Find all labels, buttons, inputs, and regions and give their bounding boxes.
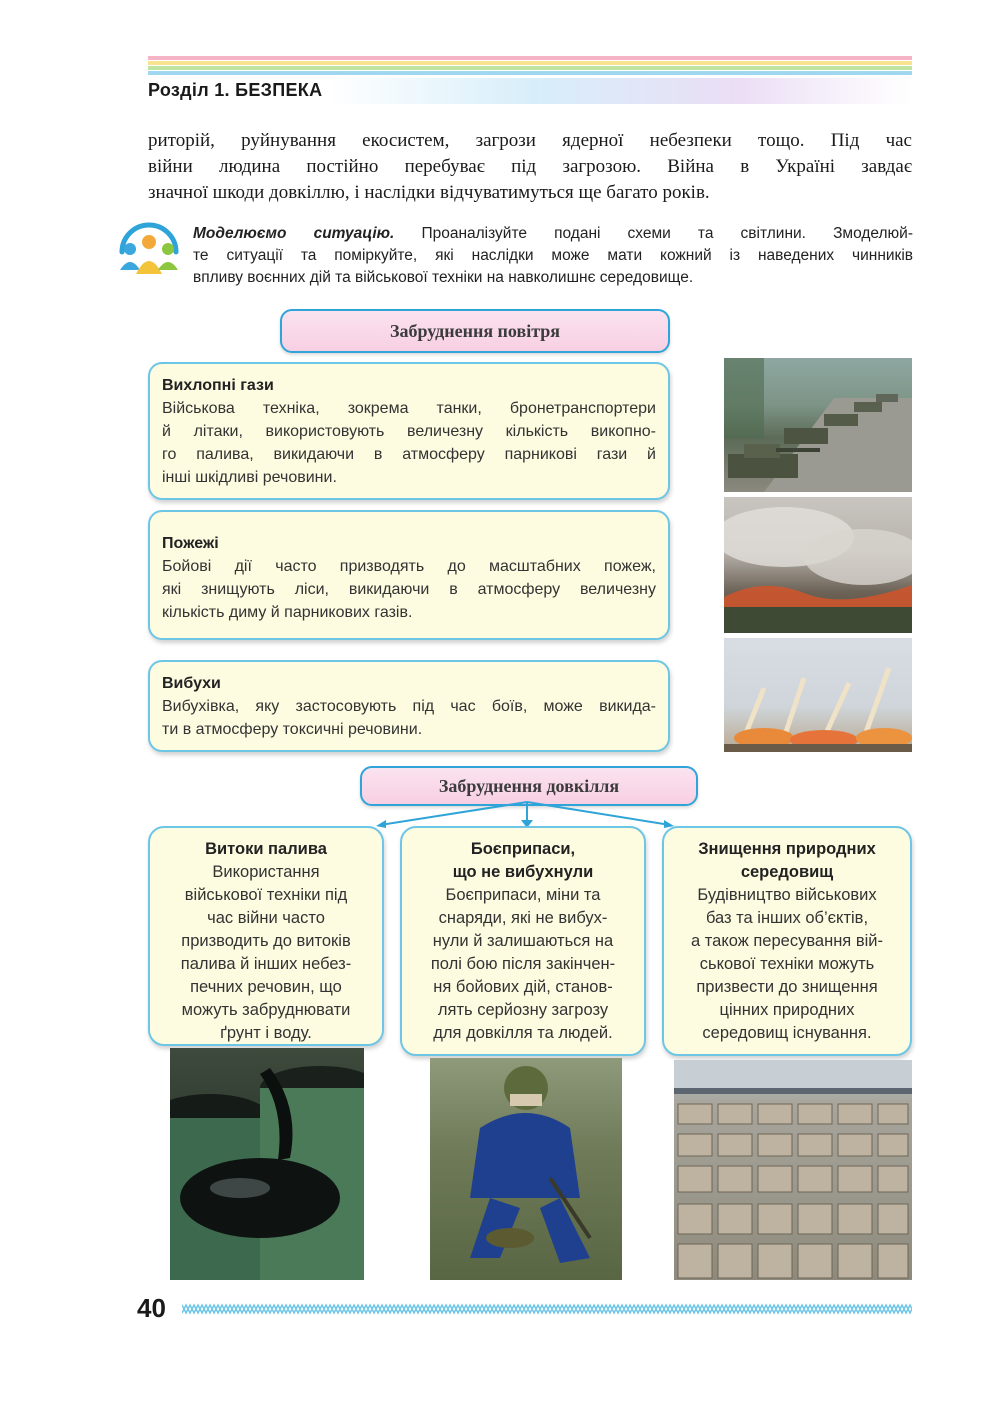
task-text: впливу воєнних дій та військової техніки на навколишнє середовище.: [193, 269, 694, 286]
header-stripe-blue: [148, 71, 912, 75]
box-text: Військова техніка, зокрема танки, бронетранспортери: [162, 400, 656, 417]
military-vehicles-photo: [674, 1060, 912, 1280]
box-title: що не вибухнули: [452, 863, 594, 881]
box-title: Вихлопні гази: [162, 377, 274, 394]
box-text: призводить до витоків: [181, 932, 351, 950]
box-text: печних речовин, що: [190, 978, 342, 996]
task-text: те ситуації та поміркуйте, які наслідки може мати кожний із наведених чинників: [193, 247, 913, 264]
box-text: баз та інших об’єктів,: [705, 909, 869, 927]
habitat-destruction-box: [662, 826, 912, 1056]
box-text: ськової техніки можуть: [699, 955, 875, 973]
box-title: Витоки палива: [205, 840, 327, 858]
intro-line: значної шкоди довкіллю, і наслідки відчуватимуться ще багато років.: [148, 182, 710, 203]
box-title: Вибухи: [162, 675, 221, 692]
header-gradient-band: [330, 78, 912, 104]
box-text: середовищ існування.: [702, 1024, 872, 1042]
environment-pollution-heading-text: Забруднення довкілля: [438, 776, 620, 796]
page-number: 40: [137, 1293, 166, 1323]
unexploded-ordnance-box: [400, 826, 646, 1056]
task-instruction: [193, 223, 913, 289]
section-title: Розділ 1. БЕЗПЕКА: [148, 80, 323, 100]
box-text: ня бойових дій, станов-: [433, 978, 613, 996]
exhaust-gases-box: [148, 362, 670, 500]
box-text: ти в атмосферу токсичні речовини.: [162, 721, 423, 738]
rocket-launch-photo: [724, 638, 912, 752]
box-title: Пожежі: [162, 535, 219, 552]
box-text: цінних природних: [719, 1001, 855, 1019]
box-text: для довкілля та людей.: [433, 1024, 613, 1042]
box-title: середовищ: [740, 863, 834, 881]
forest-fire-illustration: [724, 497, 912, 633]
box-title: Боєприпаси,: [470, 840, 576, 858]
box-text: го палива, викидаючи в атмосферу парникові гази й: [162, 446, 656, 463]
box-text: можуть забруднювати: [181, 1001, 351, 1019]
group-people-icon: [116, 218, 182, 280]
box-text: інші шкідливі речовини.: [162, 469, 337, 486]
tanks-column-photo: [724, 358, 912, 492]
box-text: Будівництво військових: [697, 886, 877, 904]
footer-zigzag-ornament: [182, 1302, 912, 1316]
box-text: й літаки, використовують величезну кількість викопно-: [162, 423, 656, 440]
fires-box: [148, 510, 670, 640]
oil-barrels-photo: [170, 1048, 364, 1280]
tanks-column-illustration: [724, 358, 912, 492]
task-lead: Моделюємо ситуацію.: [193, 225, 395, 242]
box-text: лять серйозну загрозу: [437, 1001, 609, 1019]
box-text: полі бою після закінчен-: [430, 955, 616, 973]
military-vehicles-illustration: [674, 1060, 912, 1280]
oil-barrels-illustration: [170, 1048, 364, 1280]
box-text: військової техніки під: [184, 886, 348, 904]
intro-line: війни людина постійно перебуває під загрозою. Війна в Україні завдає: [148, 156, 912, 177]
box-text: а також пересування вій-: [691, 932, 883, 950]
box-text: час війни часто: [207, 909, 325, 927]
box-text: які знищують ліси, викидаючи в атмосферу величезну: [162, 581, 656, 598]
box-text: нули й залишаються на: [432, 932, 614, 950]
header-stripe-pink: [148, 56, 912, 60]
header-stripe-yellow: [148, 61, 912, 65]
forest-fire-photo: [724, 497, 912, 633]
deminer-photo: [430, 1058, 622, 1280]
box-text: Бойові дії часто призводять до масштабних пожеж,: [162, 558, 656, 575]
box-text: снаряди, які не вибух-: [438, 909, 608, 927]
explosions-box: [148, 660, 670, 752]
box-text: Використання: [212, 863, 320, 881]
box-text: Боєприпаси, міни та: [445, 886, 601, 904]
box-text: призвести до знищення: [696, 978, 878, 996]
air-pollution-heading: [280, 309, 670, 353]
task-text: Проаналізуйте подані схеми та світлини. Змоделюй-: [421, 225, 914, 242]
fuel-leaks-box: [148, 826, 384, 1046]
box-text: ґрунт і воду.: [220, 1024, 312, 1042]
box-title: Знищення природних: [698, 840, 876, 858]
box-text: палива й інших небез-: [180, 955, 352, 973]
box-text: Вибухівка, яку застосовують під час боїв, може викида-: [162, 698, 656, 715]
box-text: кількість диму й парникових газів.: [162, 604, 413, 621]
intro-line: риторій, руйнування екосистем, загрози ядерної небезпеки тощо. Під час: [148, 130, 912, 151]
air-pollution-heading-text: Забруднення повітря: [389, 321, 561, 341]
intro-paragraph: [148, 128, 912, 206]
header-stripe-green: [148, 66, 912, 70]
deminer-illustration: [430, 1058, 622, 1280]
rocket-launch-illustration: [724, 638, 912, 752]
